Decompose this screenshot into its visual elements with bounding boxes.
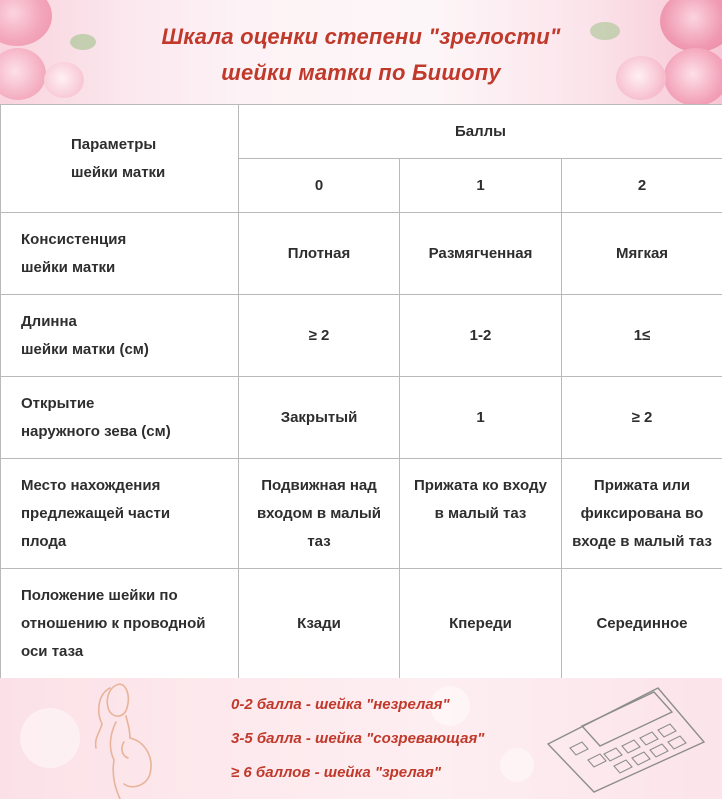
param-header-line: Параметры [71,135,157,153]
value-line: входе в малый таз [572,532,712,550]
table-row [1,569,722,679]
value-cell: Мягкая [562,213,722,295]
param-cell [1,377,239,459]
param-cell [1,459,239,569]
table-row [1,213,722,295]
value-cell: 1≤ [562,295,722,377]
footer-banner [0,678,722,799]
param-line: отношению к проводной [21,614,206,632]
bishop-score-table [0,104,722,679]
value-cell [562,459,722,569]
calculator-icon [538,684,708,794]
param-header-line: шейки матки [71,163,166,181]
pregnant-woman-icon [80,678,170,799]
value-cell: Плотная [239,213,400,295]
param-line: Положение шейки по [21,586,178,604]
param-line: Место нахождения [21,476,161,494]
value-cell: Закрытый [239,377,400,459]
table-row [1,459,722,569]
score-0-cell: 0 [239,159,400,213]
value-line: Подвижная над [261,476,377,494]
param-line: Длинна [21,312,77,330]
param-line: Консистенция [21,230,127,248]
param-line: Открытие [21,394,95,412]
bokeh-decoration [20,708,80,768]
maturity-score-line: ≥ 6 баллов - шейка "зрелая" [231,764,441,781]
value-line: Прижата ко входу [413,477,548,494]
bokeh-decoration [500,748,534,782]
header-banner [0,0,722,104]
score-1-cell: 1 [400,159,562,213]
value-line: Прижата или [593,476,691,494]
page-title-line-2: шейки матки по Бишопу [221,60,501,85]
param-line: шейки матки [21,258,116,276]
value-cell: 1-2 [400,295,562,377]
param-header-cell [1,105,239,213]
value-cell [400,459,562,569]
value-cell: ≥ 2 [239,295,400,377]
value-cell [239,459,400,569]
score-2-cell: 2 [562,159,722,213]
score-header-cell: Баллы [239,105,722,159]
table-row [1,377,722,459]
value-cell: Размягченная [400,213,562,295]
value-cell: ≥ 2 [562,377,722,459]
param-line: шейки матки (см) [21,340,149,358]
table-row [1,295,722,377]
param-line: предлежащей части [21,504,171,522]
value-cell: Серединное [562,569,722,679]
param-line: оси таза [21,642,84,660]
value-cell: Кзади [239,569,400,679]
value-line: таз [307,532,331,550]
value-cell: Кпереди [400,569,562,679]
maturity-score-line: 3-5 балла - шейка "созревающая" [231,730,485,747]
param-cell [1,569,239,679]
param-cell [1,213,239,295]
table-header-row [1,105,722,159]
value-line: фиксирована во [580,504,704,522]
param-line: наружного зева (см) [21,422,171,440]
value-line: в малый таз [434,505,527,522]
value-cell: 1 [400,377,562,459]
page-title-line-1: Шкала оценки степени "зрелости" [161,24,561,49]
param-line: плода [21,532,67,550]
param-cell [1,295,239,377]
value-line: входом в малый [256,504,382,522]
maturity-score-line: 0-2 балла - шейка "незрелая" [231,696,450,713]
